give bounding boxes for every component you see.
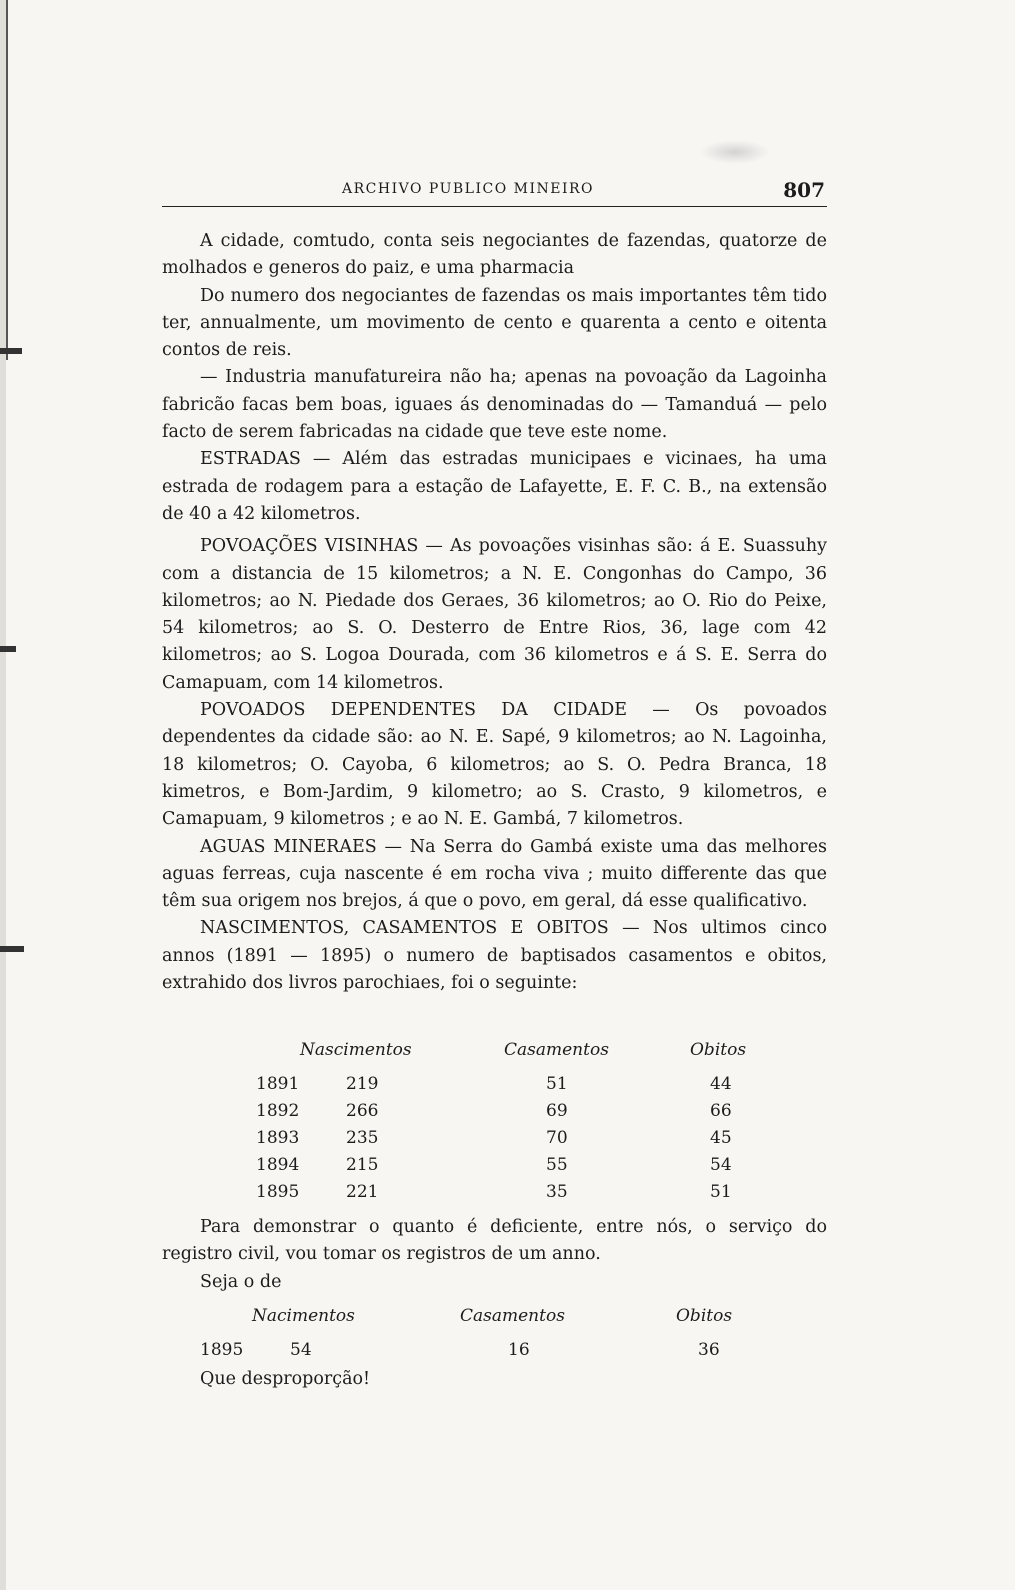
paragraph: Do numero dos negociantes de fazendas os mais importantes têm tido ter, annualmente, um movimento de cento e quarenta a cento e oitenta contos de reis. <box>162 285 827 361</box>
edge-mark <box>0 348 22 354</box>
page-number: 807 <box>783 178 825 202</box>
table-cell: 45 <box>710 1128 732 1148</box>
table-cell: 219 <box>346 1074 379 1094</box>
table-row <box>162 1182 827 1209</box>
body-text <box>162 228 827 997</box>
table-cell: 1893 <box>256 1128 300 1148</box>
column-header: Casamentos <box>460 1306 565 1326</box>
paragraph: POVOAÇÕES VISINHAS — As povoações visinhas são: á E. Suassuhy com a distancia de 15 kilometros; a N. E. Congonhas do Campo, 36 kilometros; ao N. Piedade dos Geraes, 36 kilometros; ao O. Rio do Peixe, 54 kilometros; ao S. O. Desterro de Entre Rios, 36, lage com 42 kilometros; ao S. Logoa Dourada, com 36 kilometros e á S. E. Serra do Camapuam, com 14 kilometros. <box>162 536 827 693</box>
table-cell: 1894 <box>256 1155 300 1175</box>
running-head: ARCHIVO PUBLICO MINEIRO <box>342 181 595 197</box>
edge-mark <box>0 946 24 952</box>
paragraph: AGUAS MINERAES — Na Serra do Gambá existe uma das melhores aguas ferreas, cuja nascente é em rocha viva ; muito differente das que têm sua origem nos brejos, á que o povo, em geral, dá esse qualificativo. <box>162 836 827 912</box>
table-cell: 36 <box>698 1340 720 1360</box>
edge-mark <box>0 646 16 652</box>
table-cell: 55 <box>546 1155 568 1175</box>
table-cell: 1892 <box>256 1101 300 1121</box>
column-header: Nascimentos <box>300 1040 412 1060</box>
paragraph: POVOADOS DEPENDENTES DA CIDADE — Os povoados dependentes da cidade são: ao N. E. Sapé, 9 kilometros; ao N. Lagoinha, 18 kilometros; O. Cayoba, 6 kilometros; ao S. O. Pedra Branca, 18 kimetros, e Bom-Jardim, 9 kilometro; ao S. Crasto, 9 kilometros, e Camapuam, 9 kilometros ; e ao N. E. Gambá, 7 kilometros. <box>162 700 827 830</box>
table-cell: 215 <box>346 1155 379 1175</box>
table-cell: 44 <box>710 1074 732 1094</box>
column-header: Obitos <box>690 1040 747 1060</box>
table-cell: 16 <box>508 1340 530 1360</box>
table-row <box>162 1155 827 1182</box>
closing-text <box>162 1366 827 1393</box>
column-header: Nacimentos <box>252 1306 355 1326</box>
column-header: Obitos <box>676 1306 733 1326</box>
table-cell: 54 <box>710 1155 732 1175</box>
paragraph: ESTRADAS — Além das estradas municipaes e vicinaes, ha uma estrada de rodagem para a estação de Lafayette, E. F. C. B., na extensão de 40 a 42 kilometros. <box>162 449 827 524</box>
table-cell: 35 <box>546 1182 568 1202</box>
table-cell: 221 <box>346 1182 379 1202</box>
paragraph: NASCIMENTOS, CASAMENTOS E OBITOS — Nos ultimos cinco annos (1891 — 1895) o numero de baptisados casamentos e obitos, extrahido dos livros parochiaes, foi o seguinte: <box>162 918 827 994</box>
page-header <box>162 178 827 207</box>
after-text <box>162 1214 827 1296</box>
paragraph: A cidade, comtudo, conta seis negociantes de fazendas, quatorze de molhados e generos do paiz, e uma pharmacia <box>162 231 827 279</box>
table-cell: 51 <box>710 1182 732 1202</box>
table-row <box>162 1074 827 1101</box>
paragraph: Para demonstrar o quanto é deficiente, entre nós, o serviço do registro civil, vou tomar os registros de um anno. <box>162 1217 827 1265</box>
table-cell: 54 <box>290 1340 312 1360</box>
table-cell: 70 <box>546 1128 568 1148</box>
paragraph: — Industria manufatureira não ha; apenas na povoação da Lagoinha fabricão facas bem boas, iguaes ás denominadas do — Tamanduá — pelo facto de serem fabricadas na cidade que teve este nome. <box>162 367 827 443</box>
table-cell: 1891 <box>256 1074 300 1094</box>
table-cell: 1895 <box>256 1182 300 1202</box>
table-cell: 235 <box>346 1128 379 1148</box>
paragraph: Que desproporção! <box>200 1369 371 1389</box>
table-cell: 1895 <box>200 1340 244 1360</box>
table-row <box>162 1128 827 1155</box>
table-cell: 69 <box>546 1101 568 1121</box>
column-header: Casamentos <box>504 1040 609 1060</box>
paragraph: Seja o de <box>200 1271 282 1292</box>
table-cell: 66 <box>710 1101 732 1121</box>
ink-smudge <box>700 140 770 164</box>
table-cell: 51 <box>546 1074 568 1094</box>
table-row <box>162 1340 827 1367</box>
table-cell: 266 <box>346 1101 379 1121</box>
binding-line <box>6 0 8 360</box>
table-row <box>162 1101 827 1128</box>
